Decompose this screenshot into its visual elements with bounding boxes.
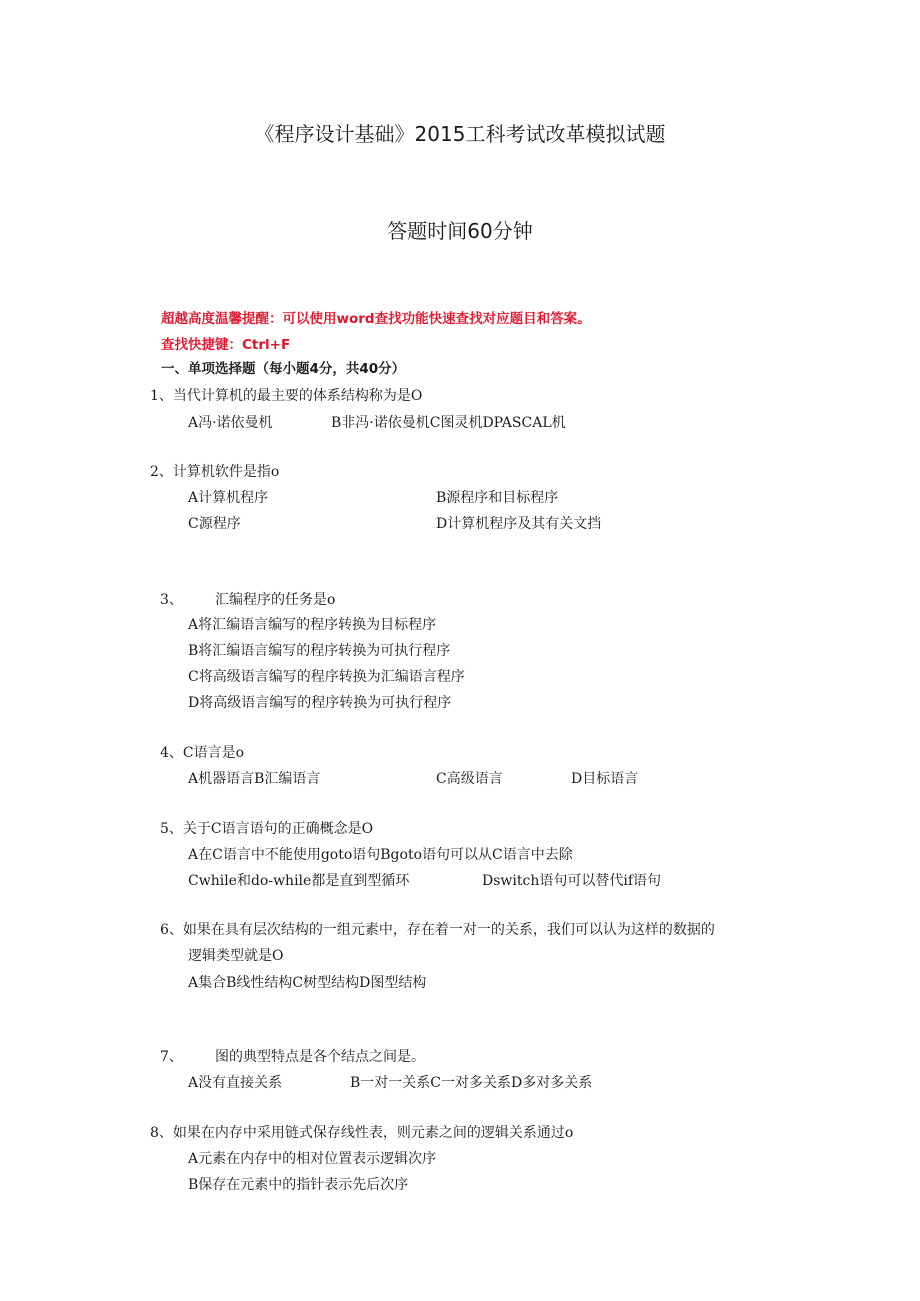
question-2-option-a: A计算机程序 xyxy=(188,490,269,506)
question-5-stem: 5、关于C语言语句的正确概念是O xyxy=(160,821,374,837)
question-4-option-ab: A机器语言B汇编语言 xyxy=(188,771,321,787)
question-1-option-a: A冯·诺依曼机 xyxy=(188,415,273,431)
question-6-options: A集合B线性结构C树型结构D图型结构 xyxy=(188,975,427,991)
question-4-stem: 4、C语言是o xyxy=(160,745,245,761)
notice-line-1: 超越高度温馨提醒：可以使用word查找功能快速查找对应题目和答案。 xyxy=(161,311,591,327)
question-5-option-c: Cwhile和do-while都是直到型循环 xyxy=(188,873,410,889)
question-6-stem-continued: 逻辑类型就是O xyxy=(188,948,284,964)
question-2-option-c: C源程序 xyxy=(188,516,241,532)
question-7-option-bcd: B一对一关系C一对多关系D多对多关系 xyxy=(350,1075,593,1091)
question-4-option-d: D目标语言 xyxy=(571,771,639,787)
question-3-stem: 汇编程序的任务是o xyxy=(215,592,336,608)
question-8-stem: 8、如果在内存中采用链式保存线性表，则元素之间的逻辑关系通过o xyxy=(150,1125,574,1141)
question-4-option-c: C高级语言 xyxy=(436,771,503,787)
question-6-stem: 6、如果在具有层次结构的一组元素中，存在着一对一的关系，我们可以认为这样的数据的 xyxy=(160,922,715,938)
question-8-option-b: B保存在元素中的指针表示先后次序 xyxy=(188,1177,409,1193)
doc-subtitle: 答题时间60分钟 xyxy=(387,219,533,243)
question-3-option-d: D将高级语言编写的程序转换为可执行程序 xyxy=(188,695,452,711)
question-7-number: 7、 xyxy=(160,1049,183,1065)
question-2-option-d: D计算机程序及其有关文挡 xyxy=(436,516,602,532)
doc-title: 《程序设计基础》2015工科考试改革模拟试题 xyxy=(254,122,666,146)
question-7-stem: 图的典型特点是各个结点之间是。 xyxy=(215,1049,425,1065)
question-3-number: 3、 xyxy=(160,592,183,608)
question-7-option-a: A没有直接关系 xyxy=(188,1075,283,1091)
question-5-option-d: Dswitch语句可以替代if语句 xyxy=(482,873,662,889)
question-3-option-c: C将高级语言编写的程序转换为汇编语言程序 xyxy=(188,669,465,685)
question-2-stem: 2、计算机软件是指o xyxy=(150,464,280,480)
question-1-stem: 1、当代计算机的最主要的体系结构称为是O xyxy=(150,388,423,404)
question-2-option-b: B源程序和目标程序 xyxy=(436,490,559,506)
question-3-option-a: A将汇编语言编写的程序转换为目标程序 xyxy=(188,617,437,633)
question-8-option-a: A元素在内存中的相对位置表示逻辑次序 xyxy=(188,1151,437,1167)
question-3-option-b: B将汇编语言编写的程序转换为可执行程序 xyxy=(188,643,451,659)
question-5-option-ab: A在C语言中不能使用goto语句Bgoto语句可以从C语言中去除 xyxy=(188,847,573,863)
section-heading: 一、单项选择题（每小题4分，共40分） xyxy=(161,361,406,377)
question-1-option-bcd: B非冯·诺依曼机C图灵机DPASCAL机 xyxy=(331,415,566,431)
notice-line-2: 查找快捷键：Ctrl+F xyxy=(161,337,291,353)
